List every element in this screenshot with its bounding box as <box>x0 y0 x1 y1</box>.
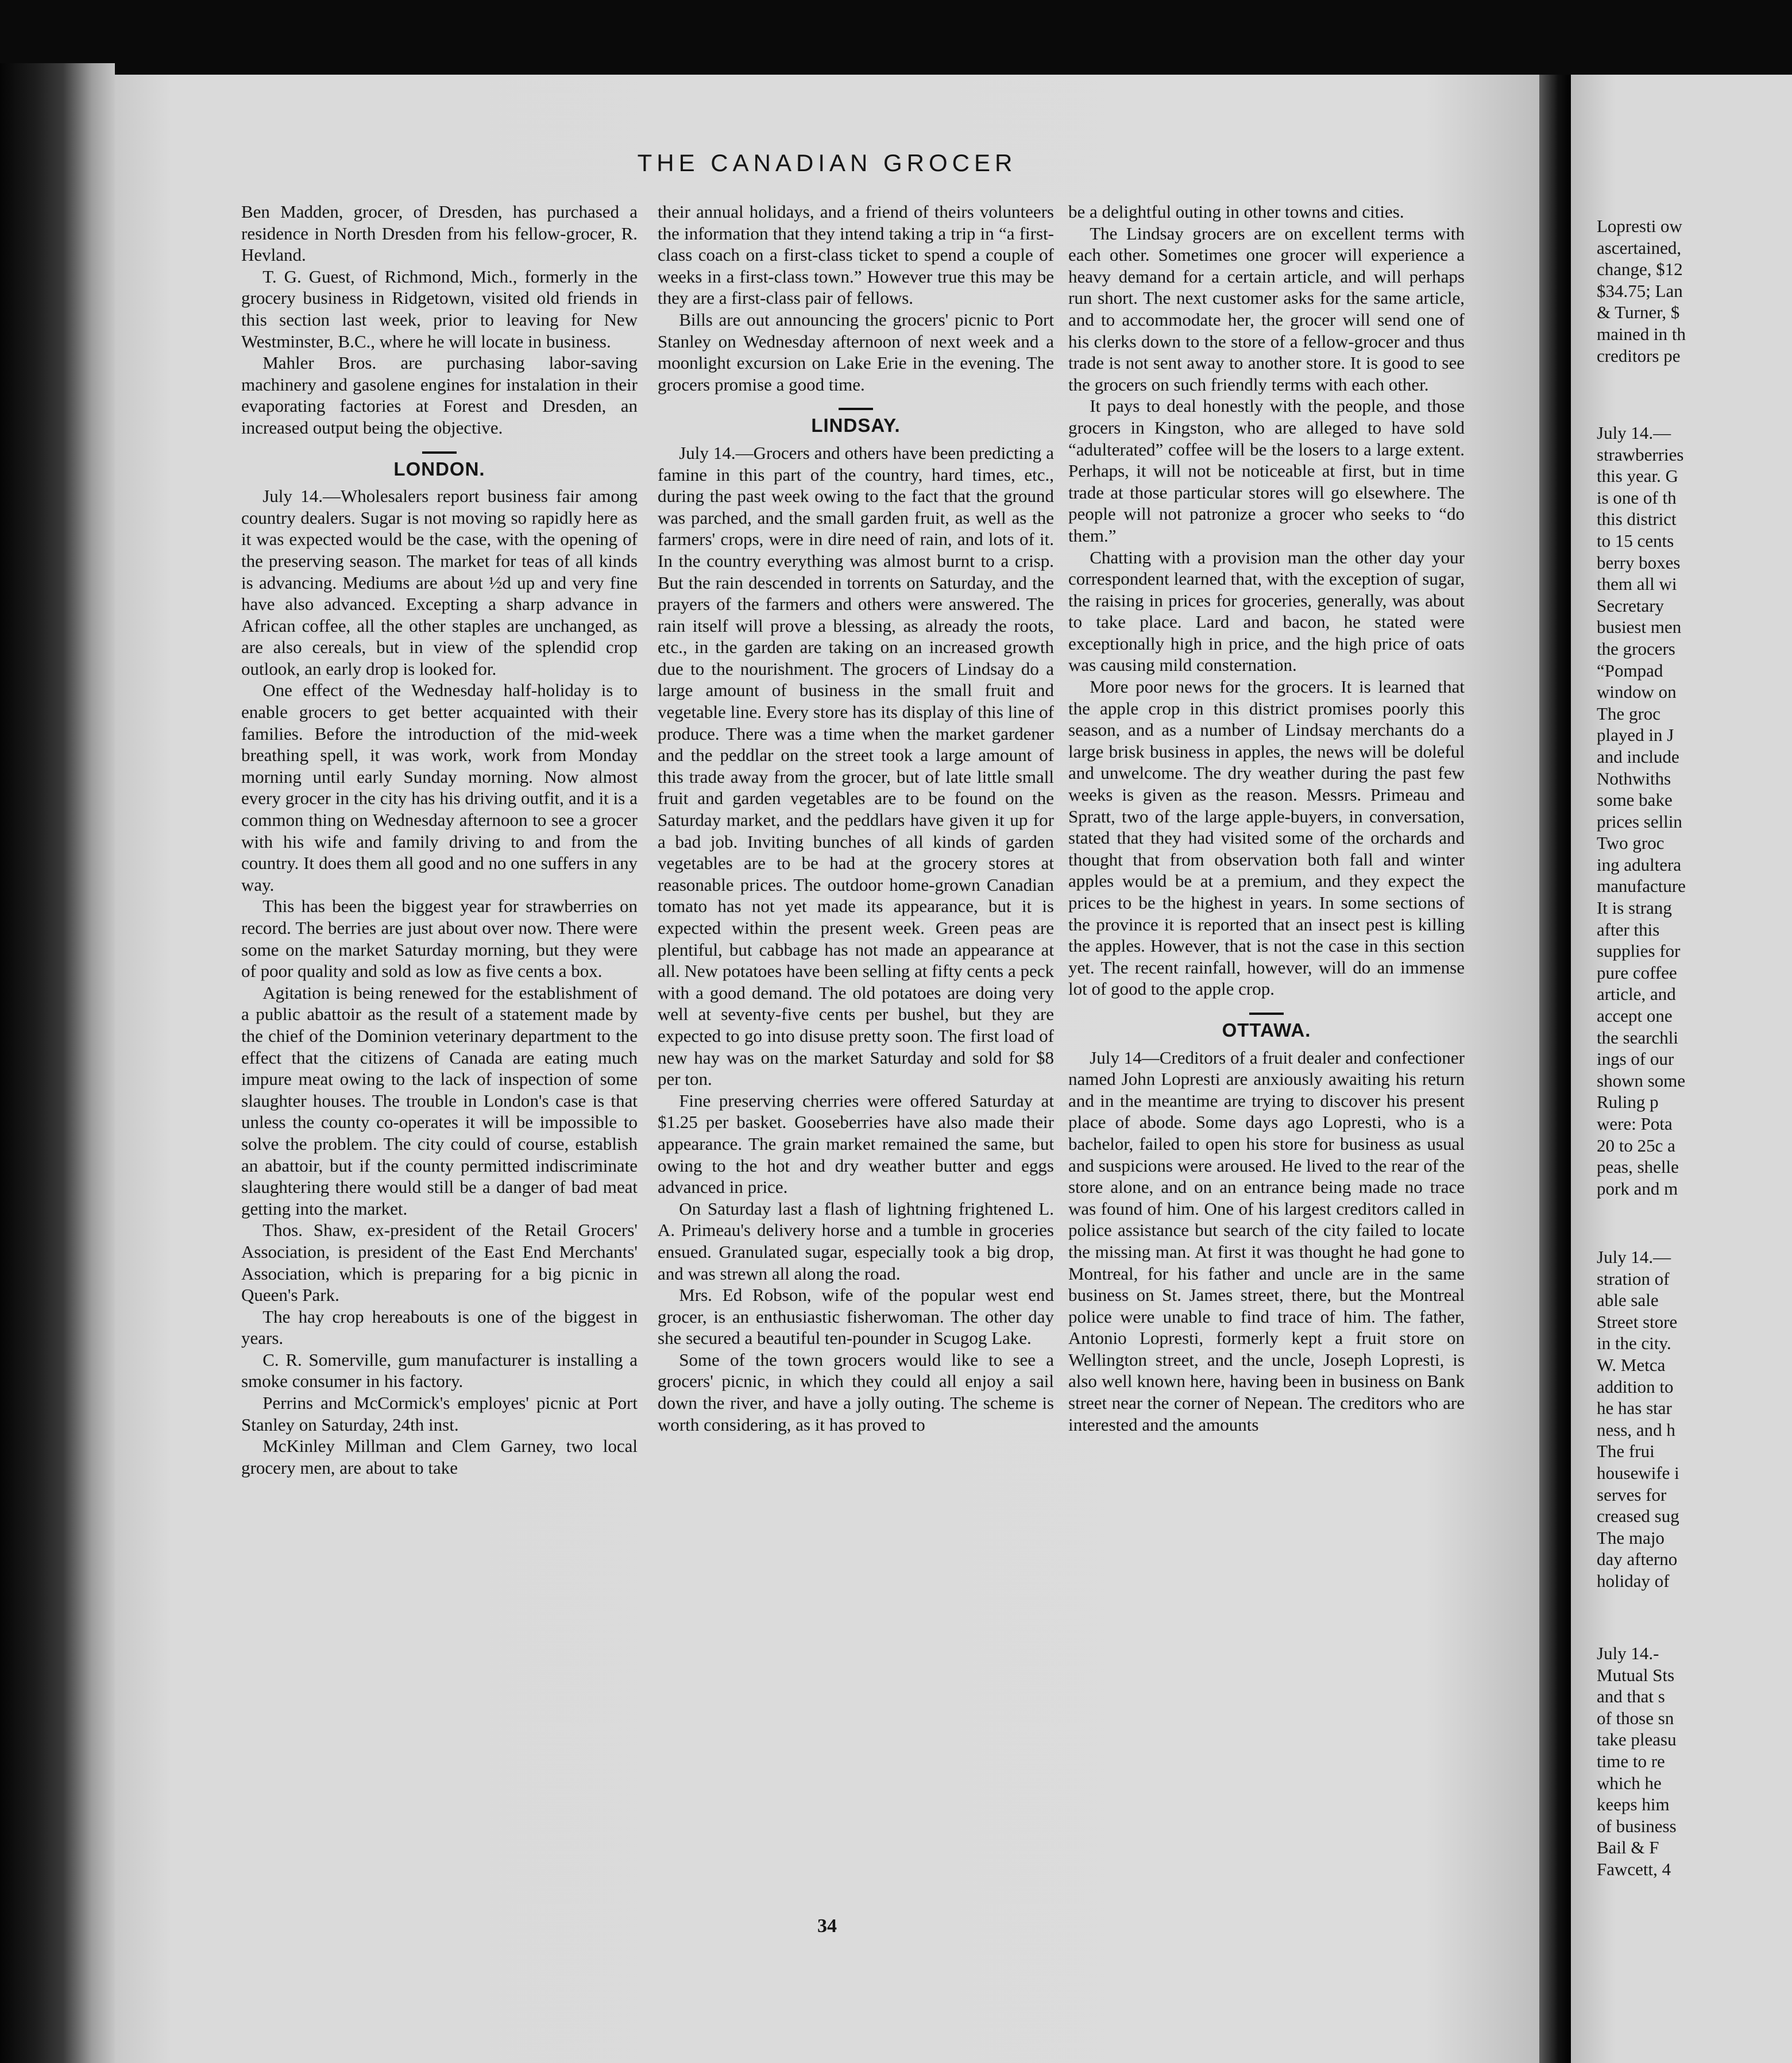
paragraph: Thos. Shaw, ex-president of the Retail Grocers' Association, is president of the East End Merchants' Association, which is preparing for a big picnic in Queen's Park. <box>241 1220 638 1305</box>
right-page-line: creased sug <box>1597 1506 1679 1527</box>
section-heading-london: LONDON. <box>393 458 485 480</box>
right-page-line: able sale <box>1597 1290 1659 1311</box>
right-page-line: after this <box>1597 919 1660 940</box>
right-page-line: ascertained, <box>1597 237 1682 258</box>
right-page-line: strawberries <box>1597 444 1684 465</box>
paragraph: T. G. Guest, of Richmond, Mich., formerly in the grocery business in Ridgetown, visited old friends in this section last week, prior to leaving for New Westminster, B.C., where he will locate in business. <box>241 266 638 351</box>
right-page-line: addition to <box>1597 1376 1674 1397</box>
column-3 <box>1068 201 1465 1913</box>
paragraph: Mahler Bros. are purchasing labor-saving machinery and gasolene engines for instalation in their evaporating factories at Forest and Dresden, an increased output being the objective. <box>241 353 638 438</box>
right-page-block-3 <box>1597 1246 1792 1592</box>
paragraph: McKinley Millman and Clem Garney, two local grocery men, are about to take <box>241 1436 638 1478</box>
paragraph: Chatting with a provision man the other day your correspondent learned that, with the exception of sugar, the raising in prices for groceries, generally, was about to take place. Lard and bacon, he stated were exceptionally high in price, and the high price of oats was causing mild consternation. <box>1068 547 1465 675</box>
right-page-line: the grocers <box>1597 638 1675 659</box>
right-page-line: Two groc <box>1597 833 1664 853</box>
right-page-line: It is strang <box>1597 898 1672 918</box>
paragraph: July 14.—Wholesalers report business fair among country dealers. Sugar is not moving so rapidly here as it was expected would be the case, with the opening of the preserving season. The market for teas of all kinds is advancing. Mediums are about ½d up and very fine have also advanced. Excepting a sharp advance in African coffee, all the other staples are unchanged, as are also cereals, but in view of the splendid crop outlook, an early drop is looked for. <box>241 486 638 679</box>
right-page-line: “Pompad <box>1597 660 1663 681</box>
right-page-line: housewife i <box>1597 1462 1679 1483</box>
paragraph: their annual holidays, and a friend of theirs volunteers the information that they intend taking a trip in “a first-class coach on a first-class ticket to spend a couple of weeks in a first-class town.” However true this may be they are a first-class pair of fellows. <box>658 202 1054 308</box>
paragraph: July 14—Creditors of a fruit dealer and confectioner named John Lopresti are anxiously awaiting his return and in the meantime are trying to discover his present place of abode. Some days ago Lopresti, who is a bachelor, failed to open his store for business as usual and suspicions were aroused. He lived to the rear of the store alone, and on an entrance being made no trace was found of him. One of his largest creditors called in police assistance but search of the city failed to locate the missing man. At first it was thought he had gone to Montreal, for his father and uncle are in the same business on St. James street, there, but the Montreal police were unable to find trace of him. The father, Antonio Lopresti, formerly kept a fruit store on Wellington street, and the uncle, Joseph Lopresti, is also well known here, having been in business on Bank street near the corner of Nepean. The creditors who are interested and the amounts <box>1068 1047 1465 1435</box>
right-page-block-4 <box>1597 1643 1792 1880</box>
running-head: THE CANADIAN GROCER <box>637 149 1017 176</box>
right-page-line: Fawcett, 4 <box>1597 1859 1671 1879</box>
left-page <box>115 75 1539 2063</box>
right-page-line: ing adultera <box>1597 854 1682 875</box>
paragraph: Mrs. Ed Robson, wife of the popular west end grocer, is an enthusiastic fisherwoman. The other day she secured a beautiful ten-pounder in Scugog Lake. <box>658 1285 1054 1349</box>
right-page-line: July 14.- <box>1597 1643 1659 1663</box>
column-1 <box>241 201 638 1913</box>
right-page-line: he has star <box>1597 1398 1672 1419</box>
right-page-line: ings of our <box>1597 1049 1674 1069</box>
right-page-line: Bail & F <box>1597 1837 1659 1858</box>
right-page-line: Lopresti ow <box>1597 216 1682 236</box>
right-page-line: peas, shelle <box>1597 1157 1679 1177</box>
right-page-line: Street store <box>1597 1311 1678 1332</box>
right-page-line: of business <box>1597 1815 1677 1836</box>
right-page-line: the searchli <box>1597 1027 1679 1048</box>
right-page-line: & Turner, $ <box>1597 302 1680 323</box>
paragraph: This has been the biggest year for strawberries on record. The berries are just about over now. There were some on the market Saturday morning, but they were of poor quality and sold as low as five cents a box. <box>241 896 638 982</box>
right-page-line: time to re <box>1597 1751 1665 1771</box>
right-page-line: $34.75; Lan <box>1597 280 1683 301</box>
right-page-line: berry boxes <box>1597 552 1681 573</box>
right-page-line: this district <box>1597 509 1677 530</box>
section-rule <box>839 408 873 410</box>
right-page-line: some bake <box>1597 790 1673 810</box>
right-page-line: window on <box>1597 682 1677 702</box>
paragraph: The Lindsay grocers are on excellent terms with each other. Sometimes one grocer will experience a heavy demand for a certain article, and will perhaps run short. The next customer asks for the same article, and to accommodate her, the grocer will send one of his clerks down to the store of a fellow-grocer and thus trade is not sent away to another store. It is good to see the grocers on such friendly terms with each other. <box>1068 223 1465 395</box>
right-page-line: Secretary <box>1597 595 1664 616</box>
right-page-line: mained in th <box>1597 323 1686 344</box>
right-page-line: in the city. <box>1597 1333 1671 1354</box>
right-page-line: pork and m <box>1597 1178 1678 1199</box>
paragraph: July 14.—Grocers and others have been predicting a famine in this part of the country, hard times, etc., during the past week owing to the fact that the ground was parched, and the small garden fruit, as well as the farmers' crops, were in dire need of rain, and lots of it. In the country everything was almost burnt to a crisp. But the rain descended in torrents on Saturday, and the prayers of the farmers and others were answered. The rain itself will prove a blessing, as already the roots, etc., in the garden are taking on an increased growth due to the nourishment. The grocers of Lindsay do a large amount of business in the small fruit and vegetable line. Every store has its display of this line of produce. There was a time when the market gardener and the peddlar on the street took a large amount of this trade away from the grocer, but of late little small fruit and garden vegetables are to be found on the Saturday market, and the peddlars have given it up for a bad job. Inviting bunches of all kinds of garden vegetables are to be had at the grocery stores at reasonable prices. The outdoor home-grown Canadian tomato has not yet made its appearance, but it is expected within the present week. Green peas are plentiful, but cabbage has not made an appearance at all. New potatoes have been selling at fifty cents a peck with a good demand. The old potatoes are doing very well at seventy-five cents per bushel, but they are expected to go into disuse pretty soon. The first load of new hay was on the market Saturday and sold for $8 per ton. <box>658 442 1054 1090</box>
right-page-block-2 <box>1597 422 1792 1199</box>
right-page-line: 20 to 25c a <box>1597 1135 1675 1156</box>
right-page-block-1 <box>1597 215 1792 366</box>
right-page-line: change, $12 <box>1597 259 1683 280</box>
paragraph: On Saturday last a flash of lightning frightened L. A. Primeau's delivery horse and a tumble in groceries ensued. Granulated sugar, especially took a big drop, and was strewn all along the road. <box>658 1198 1054 1284</box>
section-rule <box>1249 1013 1284 1015</box>
column-2 <box>658 201 1054 1913</box>
section-heading-ottawa: OTTAWA. <box>1222 1019 1311 1041</box>
paragraph: The hay crop hereabouts is one of the biggest in years. <box>241 1306 638 1349</box>
right-page-line: Ruling p <box>1597 1092 1659 1112</box>
page-gutter <box>1539 75 1571 2063</box>
right-page-line: day afterno <box>1597 1549 1678 1570</box>
right-page-line: prices sellin <box>1597 811 1682 832</box>
right-page-line: stration of <box>1597 1268 1670 1289</box>
right-page-line: creditors pe <box>1597 345 1681 366</box>
right-page-line: holiday of <box>1597 1570 1670 1591</box>
right-page-line: supplies for <box>1597 941 1681 961</box>
paragraph: be a delightful outing in other towns and cities. <box>1068 202 1404 222</box>
right-page-line: and that s <box>1597 1686 1665 1707</box>
right-page-line: accept one <box>1597 1006 1673 1026</box>
right-page-line: this year. G <box>1597 466 1679 486</box>
paragraph: More poor news for the grocers. It is learned that the apple crop in this district promises poorly this season, and as a number of Lindsay merchants do a large brisk business in apples, the news will be doleful and unwelcome. The dry weather during the past few weeks is given as the reason. Messrs. Primeau and Spratt, two of the large apple-buyers, in conversation, stated that they had visited some of the orchards and thought that from observation both fall and winter apples would be at a premium, and they expect the prices to be the highest in years. In some sections of the province it is reported that an insect pest is killing the apples. However, that is not the case in this section yet. The recent rainfall, however, will do an immense lot of good to the apple crop. <box>1068 677 1465 999</box>
right-page-line: were: Pota <box>1597 1114 1673 1134</box>
paragraph: It pays to deal honestly with the people, and those grocers in Kingston, who are alleged to have sold “adulterated” coffee will be the losers to a large extent. Perhaps, it will not be noticeable at first, but in time trade at those particular stores will go elsewhere. The people will not patronize a grocer who seeks to “do them.” <box>1068 396 1465 546</box>
right-page-line: July 14.— <box>1597 1247 1671 1267</box>
paragraph: Bills are out announcing the grocers' picnic to Port Stanley on Wednesday afternoon of next week and a moonlight excursion on Lake Erie in the evening. The grocers promise a good time. <box>658 309 1054 395</box>
right-page-line: ness, and h <box>1597 1419 1675 1440</box>
paragraph: One effect of the Wednesday half-holiday is to enable grocers to get better acquainted with their families. Before the introduction of the mid-week breathing spell, it was work, work from Monday morning until early Sunday morning. Now almost every grocer in the city has his driving outfit, and it is a common thing on Wednesday afternoon to see a grocer with his wife and family driving to and from the country. It does them all good and no one suffers in any way. <box>241 680 638 895</box>
right-page-line: to 15 cents <box>1597 530 1674 551</box>
right-page-line: Mutual Sts <box>1597 1664 1675 1685</box>
right-page-line: The groc <box>1597 703 1661 724</box>
right-page-line: manufacture <box>1597 876 1686 897</box>
right-page-line: them all wi <box>1597 574 1677 594</box>
paragraph: Perrins and McCormick's employes' picnic at Port Stanley on Saturday, 24th inst. <box>241 1393 638 1435</box>
paragraph: Agitation is being renewed for the establishment of a public abattoir as the result of a statement made by the chief of the Dominion veterinary department to the effect that the citizens of Canada are eating much impure meat owing to the lack of inspection of some slaughter houses. The trouble in London's case is that unless the county co-operates it will be impossible to solve the problem. The city could of course, establish an abattoir, but if the county permitted indiscriminate slaughtering there would still be a danger of bad meat getting into the market. <box>241 982 638 1219</box>
right-page-line: is one of th <box>1597 487 1677 508</box>
right-page-line: The frui <box>1597 1441 1655 1462</box>
paragraph: Ben Madden, grocer, of Dresden, has purchased a residence in North Dresden from his fellow-grocer, R. Hevland. <box>241 202 638 265</box>
right-page-fragment <box>1571 75 1792 2063</box>
right-page-line: W. Metca <box>1597 1354 1666 1375</box>
right-page-line: keeps him <box>1597 1794 1670 1815</box>
right-page-line: played in J <box>1597 725 1674 745</box>
section-heading-lindsay: LINDSAY. <box>811 415 901 436</box>
right-page-line: serves for <box>1597 1484 1667 1505</box>
right-page-line: which he <box>1597 1772 1662 1793</box>
right-page-line: July 14.— <box>1597 423 1671 443</box>
book-spine <box>0 63 115 2063</box>
section-rule <box>422 451 457 454</box>
paragraph: C. R. Somerville, gum manufacturer is installing a smoke consumer in his factory. <box>241 1349 638 1392</box>
right-page-line: take pleasu <box>1597 1729 1677 1750</box>
right-page-line: Nothwiths <box>1597 768 1671 789</box>
page-number: 34 <box>817 1915 837 1937</box>
right-page-line: The majo <box>1597 1527 1664 1548</box>
right-page-line: pure coffee <box>1597 962 1677 983</box>
right-page-line: busiest men <box>1597 617 1682 638</box>
paragraph: Some of the town grocers would like to see a grocers' picnic, in which they could all enjoy a sail down the river, and have a jolly outing. The scheme is worth considering, as it has proved to <box>658 1349 1054 1435</box>
right-page-line: article, and <box>1597 984 1676 1005</box>
right-page-line: of those sn <box>1597 1707 1674 1728</box>
paragraph: Fine preserving cherries were offered Saturday at $1.25 per basket. Gooseberries have also made their appearance. The grain market remained the same, but owing to the hot and dry weather butter and eggs advanced in price. <box>658 1090 1054 1197</box>
right-page-line: and include <box>1597 746 1679 767</box>
right-page-line: shown some <box>1597 1070 1686 1091</box>
